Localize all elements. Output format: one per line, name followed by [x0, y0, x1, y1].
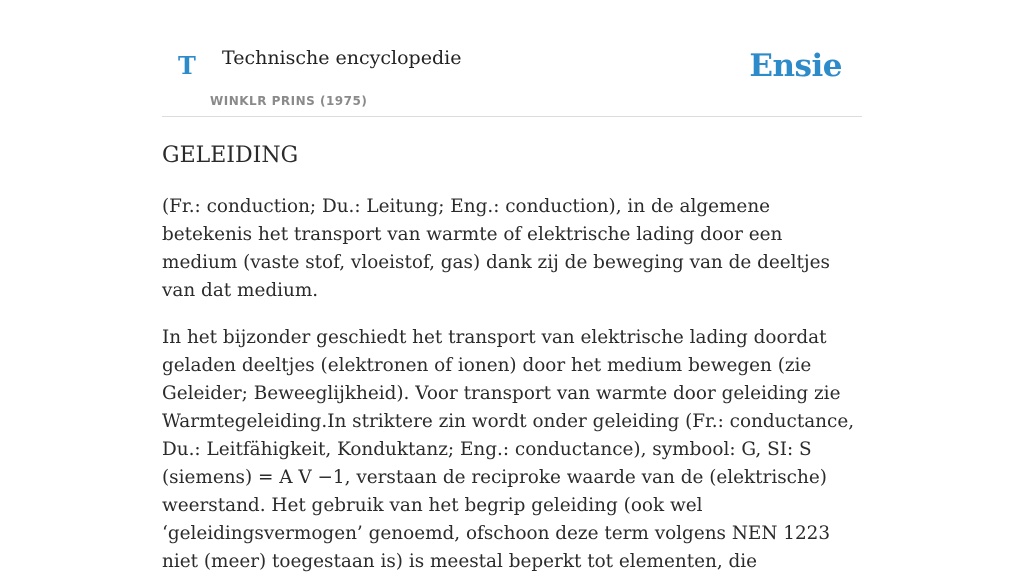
article-heading: GELEIDING: [162, 143, 299, 168]
encyclopedia-logo[interactable]: T: [178, 51, 196, 80]
site-header: [162, 0, 862, 117]
page: [162, 0, 862, 576]
article-paragraph: In het bijzonder geschiedt het transport van elektrische lading doordat geladen deeltjes (elektronen of ionen) door het medium bewegen (zie Geleider; Beweeglijkheid). Voor transport van warmte door geleiding zie Warmtegeleiding.In striktere zin wordt onder geleiding (Fr.: conductance, Du.: Leitfähigkeit, Konduktanz; Eng.: conductance), symbool: G, SI: S (siemens) = A V −1, verstaan de reciproke waarde van de (elektrische) weerstand. Het gebruik van het begrip geleiding (ook wel ‘geleidingsvermogen’ genoemd, ofschoon deze term volgens NEN 1223 niet (meer) toegestaan is) is meestal beperkt tot elementen, die: [162, 327, 855, 573]
article-paragraph: (Fr.: conduction; Du.: Leitung; Eng.: conduction), in de algemene betekenis het transport van warmte of elektrische lading door een medium (vaste stof, vloeistof, gas) dank zij de beweging van de deeltjes van dat medium.: [162, 196, 830, 302]
encyclopedia-title[interactable]: Technische encyclopedie: [222, 47, 462, 69]
encyclopedia-source: WINKLR PRINS (1975): [210, 94, 368, 108]
ensie-logo[interactable]: Ensie: [749, 48, 842, 84]
